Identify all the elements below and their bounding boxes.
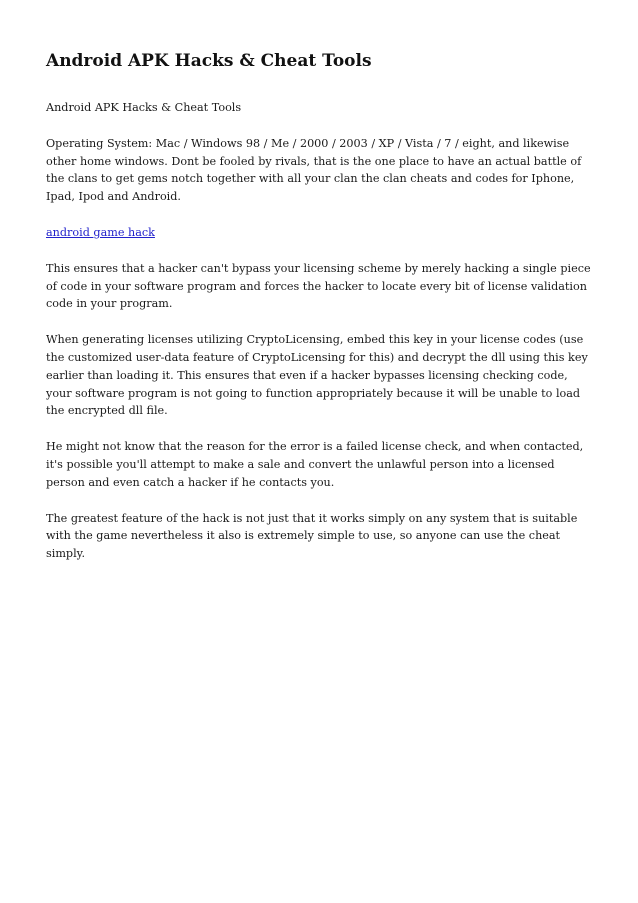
paragraph-greatest-feature: The greatest feature of the hack is not just that it works simply on any system that is suitable with the game nevertheless it also is extremely simple to use, so anyone can use the cheat simply. bbox=[46, 511, 578, 561]
document-subtitle: Android APK Hacks & Cheat Tools bbox=[46, 101, 242, 114]
document-title: Android APK Hacks & Cheat Tools bbox=[46, 51, 372, 71]
paragraph-operating-system: Operating System: Mac / Windows 98 / Me / 2000 / 2003 / XP / Vista / 7 / eight, and likewise other home windows. Dont be fooled by rivals, that is the one place to have an actual battle of the clans to get gems notch together with all your clan the clan cheats and codes for Iphone, Ipad, Ipod and Android. bbox=[46, 136, 582, 204]
document-page bbox=[46, 50, 594, 581]
paragraph-cryptolicensing: When generating licenses utilizing CryptoLicensing, embed this key in your license codes (use the customized user-data feature of CryptoLicensing for this) and decrypt the dll using this key earlier than loading it. This ensures that even if a hacker bypasses licensing checking code, your software program is not going to function appropriately because it will be unable to load the encrypted dll file. bbox=[46, 333, 588, 418]
link-paragraph bbox=[46, 224, 594, 242]
android-game-hack-link[interactable]: android game hack bbox=[46, 225, 155, 239]
paragraph-licensing-scheme: This ensures that a hacker can't bypass your licensing scheme by merely hacking a single piece of code in your software program and forces the hacker to locate every bit of license validation code in your program. bbox=[46, 261, 591, 311]
paragraph-failed-license-check: He might not know that the reason for the error is a failed license check, and when contacted, it's possible you'll attempt to make a sale and convert the unlawful person into a licensed person and even catch a hacker if he contacts you. bbox=[46, 440, 584, 489]
